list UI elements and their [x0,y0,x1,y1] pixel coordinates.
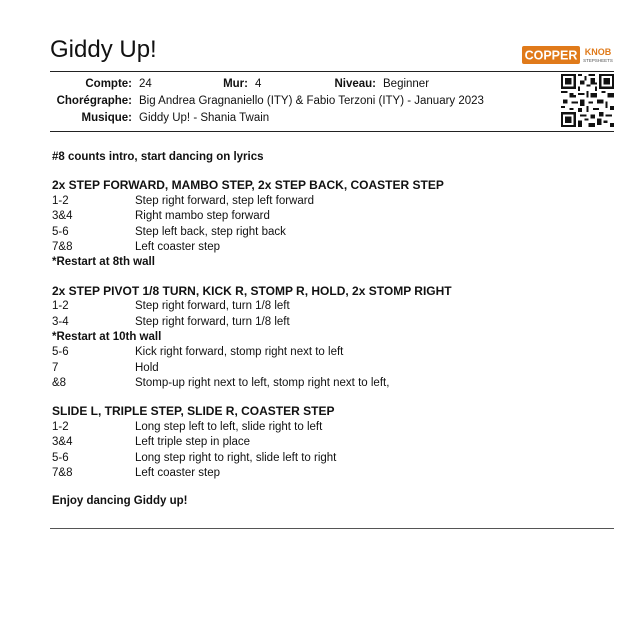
step-description: Step left back, step right back [135,225,286,238]
logo-tagline: STEPSHEETS [583,58,613,63]
copperknob-logo[interactable] [522,46,616,64]
step-description: Left coaster step [135,240,221,253]
step-count: 7&8 [52,467,73,480]
header-divider [50,71,614,72]
step-row [52,209,592,224]
step-row [52,435,592,450]
choreographer-value: Big Andrea Gragnaniello (ITY) & Fabio Terzoni (ITY) - January 2023 [139,95,484,107]
step-row [52,376,592,391]
step-description: Step right forward, step left forward [135,194,314,207]
niveau-label: Niveau: [334,78,376,90]
qr-code[interactable] [561,73,614,128]
music-value: Giddy Up! - Shania Twain [139,112,270,124]
section-heading: 2x STEP FORWARD, MAMBO STEP, 2x STEP BACK, COASTER STEP [52,178,444,193]
step-count: 7&8 [52,240,73,253]
step-description: Left coaster step [135,467,221,480]
step-count: 3&4 [52,436,73,449]
restart-note: *Restart at 10th wall [52,330,162,343]
meta-divider [50,131,614,132]
step-count: 3&4 [52,210,73,223]
compte-value: 24 [139,78,152,90]
step-description: Hold [135,361,159,374]
step-count: 5-6 [52,225,69,238]
step-row [52,361,592,376]
compte-label: Compte: [85,78,132,90]
step-row [52,225,592,240]
step-sheet [52,150,592,510]
step-row [52,194,592,209]
step-description: Step right forward, turn 1/8 left [135,300,290,313]
music-label: Musique: [81,112,132,124]
step-description: Stomp-up right next to left, stomp right next to left, [135,377,390,390]
mur-label: Mur: [223,78,248,90]
page-title: Giddy Up! [50,36,157,63]
step-row [52,466,592,481]
step-description: Kick right forward, stomp right next to left [135,346,344,359]
step-row [52,451,592,466]
section-heading: 2x STEP PIVOT 1/8 TURN, KICK R, STOMP R, HOLD, 2x STOMP RIGHT [52,283,452,298]
closing-note: Enjoy dancing Giddy up! [52,495,188,508]
step-description: Long step left to left, slide right to left [135,420,323,433]
footer-divider [50,528,614,529]
step-description: Right mambo step forward [135,210,270,223]
step-count: 1-2 [52,300,69,313]
step-row [52,315,592,330]
step-count: 7 [52,361,59,374]
logo-word-2: KNOB [584,47,612,57]
restart-note: *Restart at 8th wall [52,256,155,269]
step-count: 1-2 [52,194,69,207]
section-heading: SLIDE L, TRIPLE STEP, SLIDE R, COASTER STEP [52,404,335,419]
step-count: 5-6 [52,346,69,359]
niveau-value: Beginner [383,78,430,90]
step-count: &8 [52,377,67,390]
logo-word-1: COPPER [524,48,578,63]
intro-note: #8 counts intro, start dancing on lyrics [52,151,264,163]
mur-value: 4 [255,78,262,90]
step-description: Long step right to right, slide left to right [135,451,337,464]
step-row [52,345,592,360]
step-description: Step right forward, turn 1/8 left [135,315,290,328]
choreographer-label: Chorégraphe: [56,95,132,107]
step-count: 5-6 [52,451,69,464]
step-count: 1-2 [52,420,69,433]
step-row [52,240,592,255]
step-row [52,420,592,435]
step-count: 3-4 [52,315,69,328]
step-description: Left triple step in place [135,436,251,449]
step-row [52,299,592,314]
